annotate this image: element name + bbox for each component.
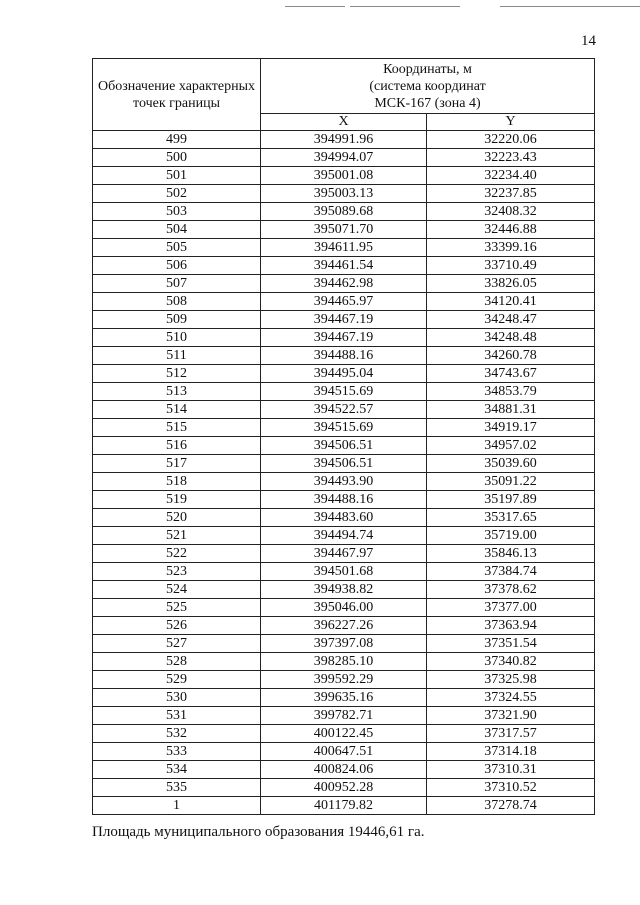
y-coordinate-cell: 32220.06: [427, 131, 595, 149]
x-coordinate-cell: 394462.98: [261, 275, 427, 293]
y-coordinate-cell: 32408.32: [427, 203, 595, 221]
y-coordinate-cell: 37363.94: [427, 617, 595, 635]
table-row: [93, 761, 595, 779]
x-coordinate-cell: 401179.82: [261, 797, 427, 815]
x-coordinate-cell: 394994.07: [261, 149, 427, 167]
point-id-cell: 534: [93, 761, 261, 779]
table-row: [93, 473, 595, 491]
x-coordinate-cell: 397397.08: [261, 635, 427, 653]
x-coordinate-cell: 399782.71: [261, 707, 427, 725]
x-coordinate-cell: 394488.16: [261, 491, 427, 509]
table-row: [93, 203, 595, 221]
boundary-coordinates-table: [92, 58, 595, 815]
point-id-cell: 514: [93, 401, 261, 419]
x-coordinate-cell: 394495.04: [261, 365, 427, 383]
point-id-cell: 524: [93, 581, 261, 599]
x-coordinate-cell: 394467.97: [261, 545, 427, 563]
x-coordinate-cell: 395003.13: [261, 185, 427, 203]
x-coordinate-cell: 400824.06: [261, 761, 427, 779]
table-row: [93, 779, 595, 797]
x-coordinate-cell: 395071.70: [261, 221, 427, 239]
y-coordinate-cell: 35039.60: [427, 455, 595, 473]
point-id-cell: 504: [93, 221, 261, 239]
x-coordinate-cell: 394515.69: [261, 419, 427, 437]
point-id-cell: 518: [93, 473, 261, 491]
x-coordinate-cell: 394506.51: [261, 437, 427, 455]
x-coordinate-cell: 394483.60: [261, 509, 427, 527]
header-x: X: [261, 114, 427, 131]
y-coordinate-cell: 34957.02: [427, 437, 595, 455]
y-coordinate-cell: 34120.41: [427, 293, 595, 311]
y-coordinate-cell: 34881.31: [427, 401, 595, 419]
y-coordinate-cell: 37324.55: [427, 689, 595, 707]
y-coordinate-cell: 37377.00: [427, 599, 595, 617]
y-coordinate-cell: 34743.67: [427, 365, 595, 383]
table-row: [93, 653, 595, 671]
x-coordinate-cell: 394938.82: [261, 581, 427, 599]
point-id-cell: 508: [93, 293, 261, 311]
table-row: [93, 509, 595, 527]
page-number: 14: [581, 33, 596, 49]
table-row: [93, 185, 595, 203]
y-coordinate-cell: 34853.79: [427, 383, 595, 401]
y-coordinate-cell: 35846.13: [427, 545, 595, 563]
table-row: [93, 545, 595, 563]
top-scan-line: [350, 6, 460, 7]
table-row: [93, 599, 595, 617]
y-coordinate-cell: 37314.18: [427, 743, 595, 761]
table-row: [93, 347, 595, 365]
header-coordinates-line: (система координат: [369, 78, 486, 94]
y-coordinate-cell: 37321.90: [427, 707, 595, 725]
point-id-cell: 507: [93, 275, 261, 293]
x-coordinate-cell: 400122.45: [261, 725, 427, 743]
point-id-cell: 503: [93, 203, 261, 221]
point-id-cell: 512: [93, 365, 261, 383]
x-coordinate-cell: 394611.95: [261, 239, 427, 257]
point-id-cell: 520: [93, 509, 261, 527]
table-row: [93, 401, 595, 419]
y-coordinate-cell: 37384.74: [427, 563, 595, 581]
point-id-cell: 511: [93, 347, 261, 365]
y-coordinate-cell: 33399.16: [427, 239, 595, 257]
table-row: [93, 527, 595, 545]
y-coordinate-cell: 32223.43: [427, 149, 595, 167]
y-coordinate-cell: 35317.65: [427, 509, 595, 527]
table-row: [93, 293, 595, 311]
x-coordinate-cell: 394515.69: [261, 383, 427, 401]
point-id-cell: 528: [93, 653, 261, 671]
table-row: [93, 239, 595, 257]
y-coordinate-cell: 33710.49: [427, 257, 595, 275]
point-id-cell: 522: [93, 545, 261, 563]
x-coordinate-cell: 399635.16: [261, 689, 427, 707]
table-row: [93, 617, 595, 635]
table-body: [93, 131, 595, 815]
y-coordinate-cell: 34248.48: [427, 329, 595, 347]
table-row: [93, 491, 595, 509]
y-coordinate-cell: 37278.74: [427, 797, 595, 815]
y-coordinate-cell: 37351.54: [427, 635, 595, 653]
header-point-designation: Обозначение характерных точек границы: [93, 59, 261, 131]
table-row: [93, 725, 595, 743]
table-row: [93, 419, 595, 437]
point-id-cell: 529: [93, 671, 261, 689]
y-coordinate-cell: 37317.57: [427, 725, 595, 743]
table-row: [93, 149, 595, 167]
y-coordinate-cell: 37340.82: [427, 653, 595, 671]
y-coordinate-cell: 37325.98: [427, 671, 595, 689]
x-coordinate-cell: 394493.90: [261, 473, 427, 491]
header-coordinates-line: МСК-167 (зона 4): [374, 95, 481, 111]
y-coordinate-cell: 37378.62: [427, 581, 595, 599]
header-y: Y: [427, 114, 595, 131]
point-id-cell: 513: [93, 383, 261, 401]
point-id-cell: 515: [93, 419, 261, 437]
y-coordinate-cell: 34260.78: [427, 347, 595, 365]
table-row: [93, 275, 595, 293]
table-row: [93, 743, 595, 761]
table-row: [93, 707, 595, 725]
point-id-cell: 519: [93, 491, 261, 509]
table-row: [93, 221, 595, 239]
table-row: [93, 131, 595, 149]
point-id-cell: 533: [93, 743, 261, 761]
table-row: [93, 581, 595, 599]
point-id-cell: 535: [93, 779, 261, 797]
x-coordinate-cell: 394494.74: [261, 527, 427, 545]
table-row: [93, 365, 595, 383]
table-row: [93, 383, 595, 401]
x-coordinate-cell: 394522.57: [261, 401, 427, 419]
x-coordinate-cell: 398285.10: [261, 653, 427, 671]
table-row: [93, 689, 595, 707]
point-id-cell: 506: [93, 257, 261, 275]
point-id-cell: 526: [93, 617, 261, 635]
x-coordinate-cell: 394467.19: [261, 311, 427, 329]
x-coordinate-cell: 396227.26: [261, 617, 427, 635]
table-row: [93, 671, 595, 689]
x-coordinate-cell: 394467.19: [261, 329, 427, 347]
table-row: [93, 797, 595, 815]
top-scan-line: [500, 6, 640, 7]
table-row: [93, 311, 595, 329]
x-coordinate-cell: 395089.68: [261, 203, 427, 221]
point-id-cell: 517: [93, 455, 261, 473]
table-row: [93, 257, 595, 275]
point-id-cell: 500: [93, 149, 261, 167]
point-id-cell: 530: [93, 689, 261, 707]
x-coordinate-cell: 394461.54: [261, 257, 427, 275]
table-row: [93, 437, 595, 455]
y-coordinate-cell: 32234.40: [427, 167, 595, 185]
point-id-cell: 516: [93, 437, 261, 455]
x-coordinate-cell: 394488.16: [261, 347, 427, 365]
x-coordinate-cell: 399592.29: [261, 671, 427, 689]
y-coordinate-cell: 34919.17: [427, 419, 595, 437]
area-note: Площадь муниципального образования 19446,61 га.: [92, 824, 425, 840]
x-coordinate-cell: 394501.68: [261, 563, 427, 581]
table-row: [93, 329, 595, 347]
y-coordinate-cell: 35719.00: [427, 527, 595, 545]
point-id-cell: 1: [93, 797, 261, 815]
x-coordinate-cell: 394991.96: [261, 131, 427, 149]
table-row: [93, 635, 595, 653]
x-coordinate-cell: 400952.28: [261, 779, 427, 797]
top-scan-line: [285, 6, 345, 7]
table-row: [93, 455, 595, 473]
x-coordinate-cell: 395046.00: [261, 599, 427, 617]
y-coordinate-cell: 35091.22: [427, 473, 595, 491]
table-header-row: [93, 59, 595, 114]
point-id-cell: 531: [93, 707, 261, 725]
y-coordinate-cell: 32446.88: [427, 221, 595, 239]
x-coordinate-cell: 395001.08: [261, 167, 427, 185]
point-id-cell: 501: [93, 167, 261, 185]
header-coordinates: [261, 59, 595, 114]
x-coordinate-cell: 394465.97: [261, 293, 427, 311]
point-id-cell: 510: [93, 329, 261, 347]
point-id-cell: 525: [93, 599, 261, 617]
y-coordinate-cell: 34248.47: [427, 311, 595, 329]
point-id-cell: 523: [93, 563, 261, 581]
x-coordinate-cell: 400647.51: [261, 743, 427, 761]
point-id-cell: 509: [93, 311, 261, 329]
y-coordinate-cell: 33826.05: [427, 275, 595, 293]
table-row: [93, 167, 595, 185]
table-row: [93, 563, 595, 581]
y-coordinate-cell: 37310.31: [427, 761, 595, 779]
point-id-cell: 502: [93, 185, 261, 203]
point-id-cell: 505: [93, 239, 261, 257]
x-coordinate-cell: 394506.51: [261, 455, 427, 473]
point-id-cell: 532: [93, 725, 261, 743]
header-coordinates-line: Координаты, м: [383, 61, 472, 77]
point-id-cell: 521: [93, 527, 261, 545]
point-id-cell: 527: [93, 635, 261, 653]
point-id-cell: 499: [93, 131, 261, 149]
y-coordinate-cell: 32237.85: [427, 185, 595, 203]
y-coordinate-cell: 37310.52: [427, 779, 595, 797]
y-coordinate-cell: 35197.89: [427, 491, 595, 509]
